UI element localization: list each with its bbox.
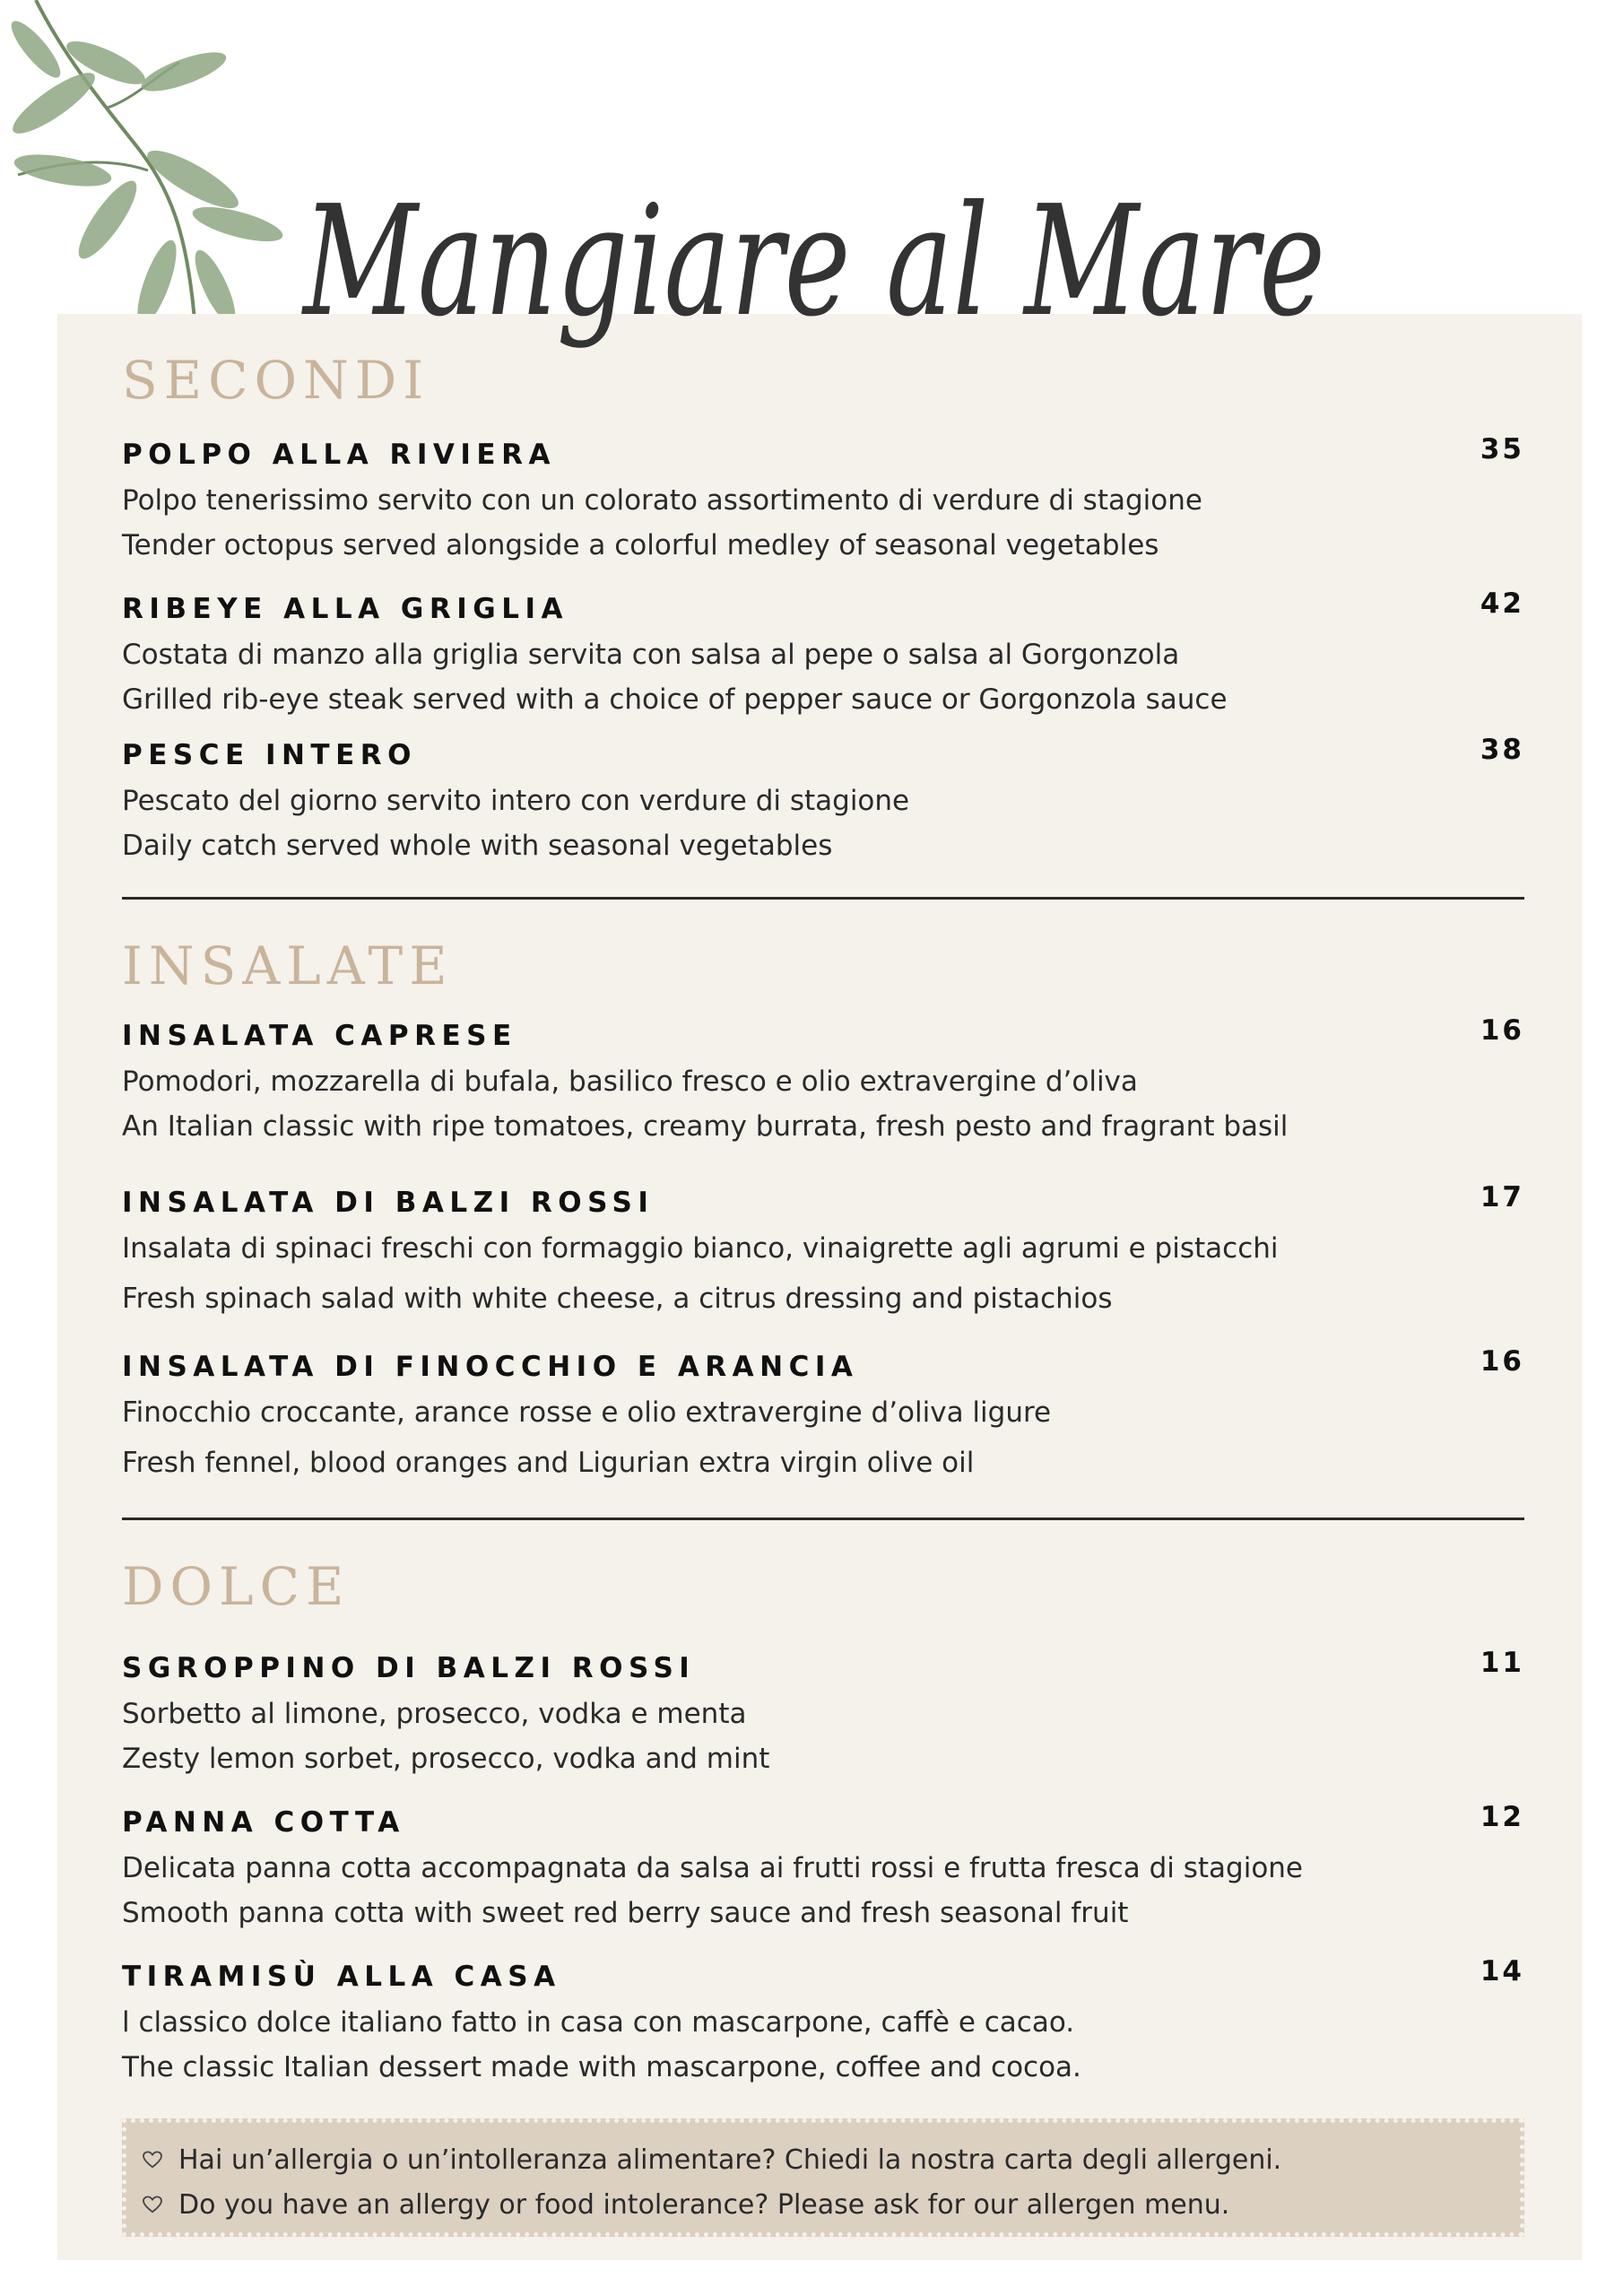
item-description-english: An Italian classic with ripe tomatoes, creamy burrata, fresh pesto and fragrant basil xyxy=(122,1110,1289,1143)
item-name: PESCE INTERO xyxy=(122,739,417,771)
menu-item xyxy=(122,587,1524,716)
olive-branch-decoration xyxy=(0,0,305,341)
menu-item xyxy=(122,734,1524,862)
section-heading-secondi: SECONDI xyxy=(122,350,430,411)
section-divider xyxy=(122,1518,1524,1520)
item-description-italian: Costata di manzo alla griglia servita con salsa al pepe o salsa al Gorgonzola xyxy=(122,639,1180,671)
item-name: INSALATA CAPRESE xyxy=(122,1020,517,1052)
item-name: RIBEYE ALLA GRIGLIA xyxy=(122,593,568,625)
item-description-english: Grilled rib-eye steak served with a choice of pepper sauce or Gorgonzola sauce xyxy=(122,683,1228,716)
item-name: POLPO ALLA RIVIERA xyxy=(122,439,556,471)
item-description-italian: Delicata panna cotta accompagnata da salsa ai frutti rossi e frutta fresca di stagione xyxy=(122,1852,1304,1884)
item-description-italian: l classico dolce italiano fatto in casa con mascarpone, caffè e cacao. xyxy=(122,2006,1075,2039)
item-price: 17 xyxy=(1480,1181,1524,1213)
menu-item xyxy=(122,1014,1524,1143)
item-price: 11 xyxy=(1480,1647,1524,1679)
section-heading-dolce: DOLCE xyxy=(122,1556,351,1617)
item-price: 42 xyxy=(1480,587,1524,620)
allergy-notice xyxy=(122,2118,1524,2237)
item-name: TIRAMISÙ ALLA CASA xyxy=(122,1961,561,1993)
menu-item xyxy=(122,1955,1524,2083)
item-price: 14 xyxy=(1480,1955,1524,1987)
menu-item xyxy=(122,1181,1524,1315)
item-price: 16 xyxy=(1480,1014,1524,1047)
item-name: INSALATA DI FINOCCHIO E ARANCIA xyxy=(122,1351,859,1383)
item-description-italian: Insalata di spinaci freschi con formaggio bianco, vinaigrette agli agrumi e pistacchi xyxy=(122,1232,1279,1265)
item-description-english: Tender octopus served alongside a colorful medley of seasonal vegetables xyxy=(122,529,1159,561)
allergy-notice-line-english xyxy=(143,2182,1520,2227)
item-description-italian: Pomodori, mozzarella di bufala, basilico fresco e olio extravergine d’oliva xyxy=(122,1065,1138,1098)
item-name: INSALATA DI BALZI ROSSI xyxy=(122,1187,655,1219)
allergy-text-italian: Hai un’allergia o un’intolleranza alimentare? Chiedi la nostra carta degli allergeni. xyxy=(178,2144,1282,2176)
item-price: 35 xyxy=(1480,433,1524,465)
heart-outline-icon xyxy=(143,2151,162,2169)
item-name: PANNA COTTA xyxy=(122,1806,405,1839)
menu-item xyxy=(122,1647,1524,1775)
item-description-italian: Pescato del giorno servito intero con verdure di stagione xyxy=(122,785,910,817)
section-divider xyxy=(122,897,1524,900)
item-description-italian: Finocchio croccante, arance rosse e olio extravergine d’oliva ligure xyxy=(122,1396,1052,1429)
item-description-english: The classic Italian dessert made with mascarpone, coffee and cocoa. xyxy=(122,2051,1081,2083)
item-description-italian: Polpo tenerissimo servito con un colorato assortimento di verdure di stagione xyxy=(122,484,1202,517)
item-description-english: Zesty lemon sorbet, prosecco, vodka and mint xyxy=(122,1743,770,1775)
item-price: 16 xyxy=(1480,1345,1524,1378)
restaurant-title-text: Mangiare al Mare xyxy=(300,173,1325,351)
allergy-notice-line-italian xyxy=(143,2137,1520,2182)
item-description-english: Fresh spinach salad with white cheese, a citrus dressing and pistachios xyxy=(122,1283,1113,1315)
item-name: SGROPPINO DI BALZI ROSSI xyxy=(122,1652,696,1684)
heart-outline-icon xyxy=(143,2196,162,2213)
menu-item xyxy=(122,1801,1524,1929)
allergy-text-english: Do you have an allergy or food intolerance? Please ask for our allergen menu. xyxy=(178,2188,1230,2221)
restaurant-title xyxy=(285,135,1343,430)
item-description-italian: Sorbetto al limone, prosecco, vodka e menta xyxy=(122,1698,747,1730)
item-description-english: Fresh fennel, blood oranges and Ligurian extra virgin olive oil xyxy=(122,1447,975,1479)
menu-item xyxy=(122,433,1524,561)
item-description-english: Daily catch served whole with seasonal vegetables xyxy=(122,830,833,862)
section-heading-insalate: INSALATE xyxy=(122,935,454,996)
item-price: 38 xyxy=(1480,734,1524,766)
item-description-english: Smooth panna cotta with sweet red berry sauce and fresh seasonal fruit xyxy=(122,1897,1129,1929)
item-price: 12 xyxy=(1480,1801,1524,1833)
menu-item xyxy=(122,1345,1524,1479)
